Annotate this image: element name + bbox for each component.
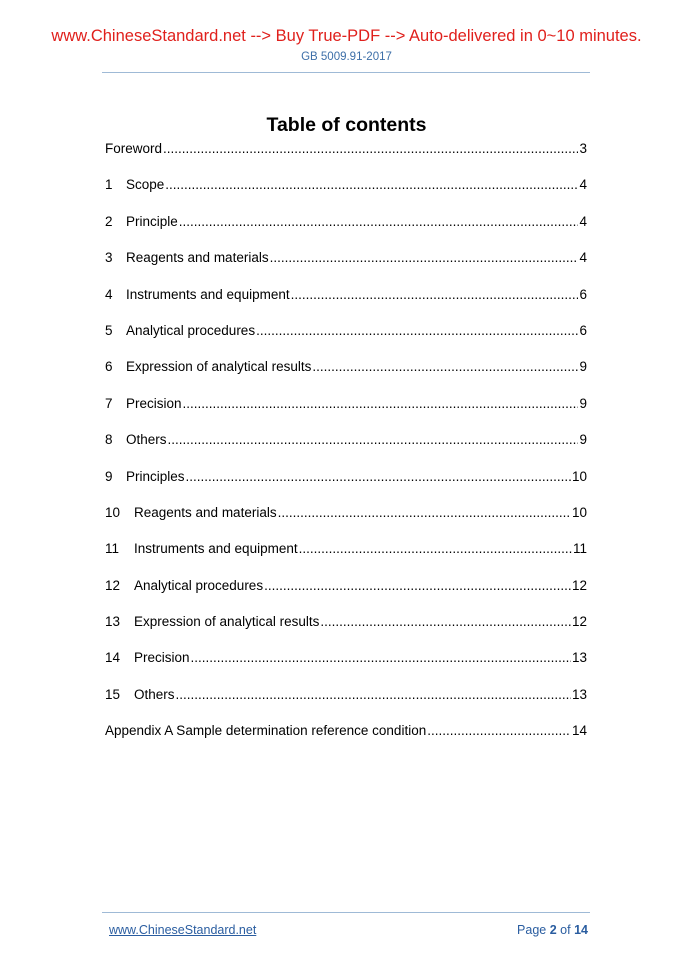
toc-entry[interactable] xyxy=(105,614,587,650)
toc-entry-number: 5 xyxy=(105,322,113,338)
toc-entry-page: 4 xyxy=(579,213,587,229)
toc-entry[interactable] xyxy=(105,214,587,250)
toc-entry-number: 9 xyxy=(105,468,113,484)
toc-entry-label: Principles xyxy=(126,468,185,484)
toc-entry-number: 10 xyxy=(105,504,121,520)
toc-entry-label: Others xyxy=(126,432,167,448)
toc-entry-label: Expression of analytical results xyxy=(134,614,320,630)
header-divider xyxy=(102,72,590,73)
toc-entry-number: 4 xyxy=(105,286,113,302)
toc-entry-number: 13 xyxy=(105,614,121,630)
toc-entry-page: 10 xyxy=(571,504,587,520)
toc-dot-leader xyxy=(183,396,579,411)
toc-entry[interactable] xyxy=(105,359,587,395)
toc-entry-number: 6 xyxy=(105,359,113,375)
footer-divider xyxy=(102,912,590,913)
toc-entry[interactable] xyxy=(105,469,587,505)
toc-entry[interactable] xyxy=(105,505,587,541)
page-prefix: Page xyxy=(517,923,547,937)
toc-entry-number: 8 xyxy=(105,432,113,448)
toc-entry-page: 9 xyxy=(579,395,587,411)
toc-entry-label: Precision xyxy=(126,395,182,411)
toc-dot-leader xyxy=(270,250,579,265)
toc-entry-page: 6 xyxy=(579,286,587,302)
toc-dot-leader xyxy=(299,541,572,556)
toc-entry[interactable] xyxy=(105,177,587,213)
toc-dot-leader xyxy=(186,469,571,484)
toc-dot-leader xyxy=(191,650,571,665)
toc-entry[interactable] xyxy=(105,287,587,323)
page-current: 2 xyxy=(549,923,557,937)
toc-dot-leader xyxy=(312,359,578,374)
toc-entry-number: 1 xyxy=(105,177,113,193)
toc-entry[interactable] xyxy=(105,687,587,723)
toc-entry-label: Reagents and materials xyxy=(134,504,277,520)
toc-entry-page: 9 xyxy=(579,432,587,448)
toc-entry-label: Precision xyxy=(134,650,190,666)
toc-dot-leader xyxy=(179,214,579,229)
toc-entry-label: Principle xyxy=(126,213,178,229)
toc-entry-number: 2 xyxy=(105,213,113,229)
toc-dot-leader xyxy=(165,177,578,192)
page-total: 14 xyxy=(574,923,588,937)
toc-entry[interactable] xyxy=(105,541,587,577)
toc-entry-page: 4 xyxy=(579,177,587,193)
toc-entry-page: 13 xyxy=(571,650,587,666)
footer-website-link[interactable]: www.ChineseStandard.net xyxy=(109,923,257,937)
toc-dot-leader xyxy=(176,687,571,702)
toc-entry-label: Analytical procedures xyxy=(126,322,256,338)
toc-entry[interactable] xyxy=(105,396,587,432)
toc-dot-leader xyxy=(264,578,571,593)
page-indicator xyxy=(517,923,588,937)
toc-entry-number: 15 xyxy=(105,686,121,702)
toc-entry-label: Reagents and materials xyxy=(126,250,269,266)
toc-entry[interactable] xyxy=(105,723,587,759)
toc-entry-label: Appendix A Sample determination reference condition xyxy=(105,723,427,739)
toc-entry-number: 7 xyxy=(105,395,113,411)
toc-entry[interactable] xyxy=(105,578,587,614)
toc-entry-label: Foreword xyxy=(105,141,163,156)
toc-entry-label: Instruments and equipment xyxy=(134,541,298,557)
header-banner[interactable]: www.ChineseStandard.net --> Buy True-PDF --> Auto-delivered in 0~10 minutes. xyxy=(51,27,642,45)
toc-dot-leader xyxy=(291,287,579,302)
toc-dot-leader xyxy=(163,141,578,156)
toc-entry-label: Expression of analytical results xyxy=(126,359,312,375)
toc-entry-number: 12 xyxy=(105,577,121,593)
toc-entry[interactable] xyxy=(105,323,587,359)
toc-entry-number: 11 xyxy=(105,541,120,557)
toc-entry-number: 14 xyxy=(105,650,121,666)
toc-entry-page: 3 xyxy=(579,141,587,156)
toc-entry-label: Scope xyxy=(126,177,165,193)
toc-entry-label: Instruments and equipment xyxy=(126,286,290,302)
toc-entry-label: Analytical procedures xyxy=(134,577,264,593)
standard-code: GB 5009.91-2017 xyxy=(301,51,392,63)
toc-entry[interactable] xyxy=(105,250,587,286)
toc-entry-page: 13 xyxy=(571,686,587,702)
toc-dot-leader xyxy=(427,723,571,738)
toc-dot-leader xyxy=(320,614,571,629)
toc-entry-page: 12 xyxy=(571,614,587,630)
toc-dot-leader xyxy=(278,505,571,520)
toc-entry[interactable] xyxy=(105,432,587,468)
table-of-contents xyxy=(105,141,587,760)
page-title: Table of contents xyxy=(266,114,427,137)
toc-dot-leader xyxy=(168,432,579,447)
toc-entry[interactable] xyxy=(105,650,587,686)
toc-entry-page: 14 xyxy=(571,723,587,739)
toc-entry-page: 9 xyxy=(579,359,587,375)
toc-dot-leader xyxy=(256,323,578,338)
toc-entry-page: 4 xyxy=(579,250,587,266)
toc-entry-page: 6 xyxy=(579,322,587,338)
toc-entry-page: 12 xyxy=(571,577,587,593)
toc-entry-label: Others xyxy=(134,686,175,702)
toc-entry-page: 10 xyxy=(571,468,587,484)
toc-entry[interactable] xyxy=(105,141,587,177)
page-of: of xyxy=(560,923,571,937)
toc-entry-page: 11 xyxy=(572,541,587,557)
toc-entry-number: 3 xyxy=(105,250,113,266)
